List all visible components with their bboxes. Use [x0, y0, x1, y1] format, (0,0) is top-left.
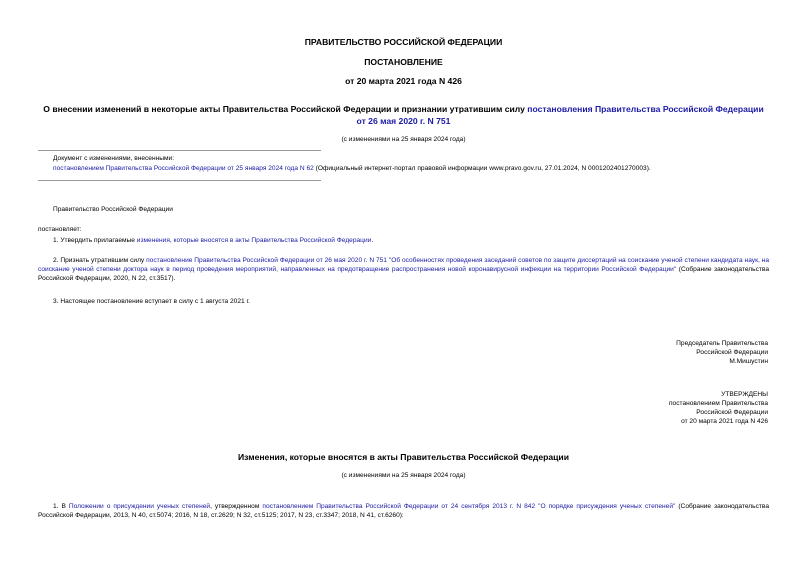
- intro-text: Правительство Российской Федерации: [53, 206, 173, 213]
- item-2: [38, 256, 769, 283]
- section-item-1-text: 1. В: [53, 503, 69, 510]
- section-item-1-mid: , утвержденном: [210, 503, 263, 510]
- divider-bottom: [38, 180, 321, 181]
- decree-text: постановляет:: [38, 226, 82, 233]
- section-title: Изменения, которые вносятся в акты Правительства Российской Федерации: [237, 452, 569, 462]
- approval-line-2: постановлением Правительства: [668, 400, 768, 407]
- item-1-text: 1. Утвердить прилагаемые: [53, 237, 137, 244]
- title-text: О внесении изменений в некоторые акты Правительства Российской Федерации и признании утратившим силу: [43, 104, 528, 114]
- document-type: ПОСТАНОВЛЕНИЕ: [364, 57, 443, 67]
- document-date: от 20 марта 2021 года N 426: [345, 76, 462, 86]
- decree-842-link[interactable]: постановлением Правительства Российской Федерации от 24 сентября 2013 г. N 842 "О порядке присуждения ученых степеней": [262, 503, 676, 510]
- approval-title: УТВЕРЖДЕНЫ: [721, 391, 768, 398]
- section-item-1-source: (Собрание законодательства Российской Федерации, 2013, N 40, ст.5074; 2016, N 18, ст.2629; N 32, ст.5125; 2017, N 23, ст.3347; 2018, N 41, ст.6260):: [38, 503, 770, 519]
- regulation-link[interactable]: Положении о присуждении ученых степеней: [68, 503, 211, 510]
- item-1-end: .: [371, 237, 374, 244]
- signature-org: Российской Федерации: [696, 349, 768, 356]
- changes-heading: Документ с изменениями, внесенными:: [53, 155, 175, 162]
- item-3: 3. Настоящее постановление вступает в силу с 1 августа 2021 г.: [53, 298, 250, 305]
- changes-source: (Официальный интернет-портал правовой информации www.pravo.gov.ru, 27.01.2024, N 0001202401270003).: [313, 165, 651, 172]
- government-heading: ПРАВИТЕЛЬСТВО РОССИЙСКОЙ ФЕДЕРАЦИИ: [304, 37, 503, 47]
- section-edition-note: (с изменениями на 25 января 2024 года): [341, 472, 466, 479]
- section-item-1: [38, 502, 769, 520]
- divider-top: [38, 150, 321, 151]
- document-title: [40, 103, 767, 127]
- approval-block: [669, 390, 768, 426]
- item-2-text: 2. Признать утратившим силу: [53, 257, 147, 264]
- signature-position: Председатель Правительства: [676, 340, 768, 347]
- item-1: [53, 236, 373, 245]
- item-2-source: (Собрание законодательства Российской Федерации, 2020, N 22, ст.3517).: [38, 266, 769, 282]
- changes-line: [53, 164, 769, 173]
- title-link[interactable]: постановления Правительства Российской Федерации от 26 мая 2020 г. N 751: [356, 104, 764, 126]
- item-2-link[interactable]: постановление Правительства Российской Федерации от 26 мая 2020 г. N 751 "Об особенностях проведения заседаний советов по защите диссертаций на соискание ученой степени кандидата наук, на соискание ученой степени доктора наук в период проведения мероприятий, направленных на предотвращение распространения новой коронавирусной инфекции на территории Российской Федерации": [38, 257, 769, 273]
- changes-link[interactable]: постановлением Правительства Российской Федерации от 25 января 2024 года N 62: [53, 165, 314, 172]
- signature-block: [676, 339, 768, 366]
- approval-line-3: Российской Федерации: [696, 409, 768, 416]
- approval-date: от 20 марта 2021 года N 426: [681, 418, 768, 425]
- signature-name: М.Мишустин: [729, 358, 768, 365]
- item-1-link[interactable]: изменения, которые вносятся в акты Правительства Российской Федерации: [136, 237, 372, 244]
- edition-note: (с изменениями на 25 января 2024 года): [341, 136, 466, 143]
